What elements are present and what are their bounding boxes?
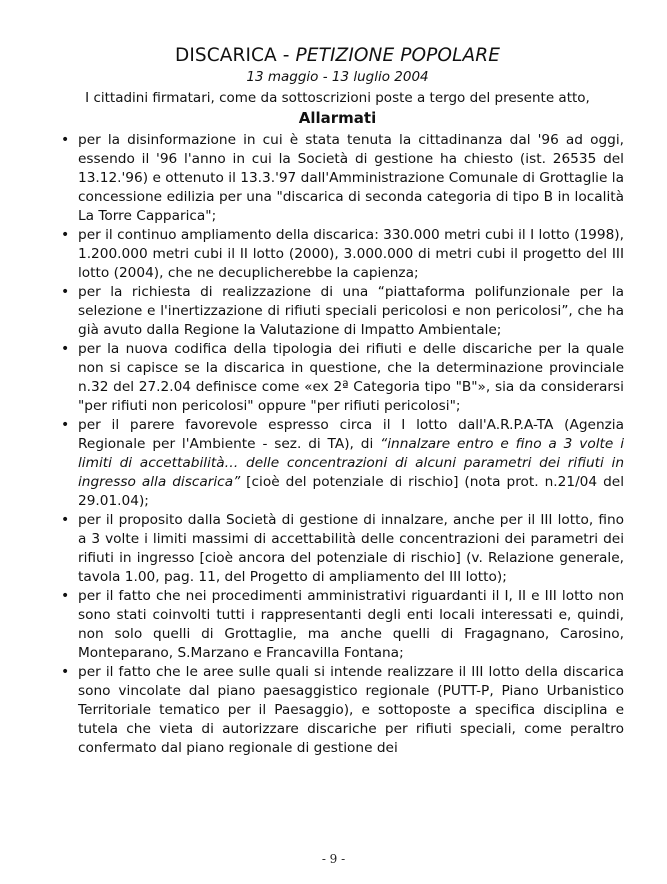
list-item [51, 226, 624, 283]
petition-dates: 13 maggio - 13 luglio 2004 [246, 69, 429, 85]
section-heading: Allarmati [298, 109, 377, 127]
list-item [51, 131, 624, 226]
title-italic: PETIZIONE POPOLARE [295, 45, 500, 66]
list-item-text: per la richiesta di realizzazione di una “piattaforma polifunzionale per la selezione e l'inertizzazione di rifiuti speciali pericolosi e non pericolosi”, che ha già avuto dalla Regione la Valutazione di Impatto Ambientale; [78, 284, 624, 338]
bullet-icon: • [61, 417, 70, 433]
list-item-quote: “innalzare entro e fino a 3 volte i limiti di accettabilità… delle concentrazioni di alcuni parametri dei rifiuti in ingresso alla discarica” [78, 436, 624, 490]
list-item [51, 283, 624, 340]
list-item [51, 511, 624, 587]
bullet-icon: • [61, 227, 70, 243]
document-title [51, 44, 624, 68]
title-main: DISCARICA - [175, 45, 296, 66]
bullet-icon: • [61, 664, 70, 680]
list-item-text: per il fatto che le aree sulle quali si intende realizzare il III lotto della discarica sono vincolate dal piano paesaggistico regionale (PUTT-P, Piano Urbanistico Territoriale tematico per il Paesaggio), e sottoposte a specifica disciplina e tutela che vieta di autorizzare discariche per rifiuti speciali, come peraltro confermato dal piano regionale di gestione dei [78, 664, 624, 756]
list-item [51, 340, 624, 416]
bullet-icon: • [61, 132, 70, 148]
list-item-text: per il parere favorevole espresso circa il I lotto dall'A.R.P.A-TA (Agenzia Regionale per l'Ambiente - sez. di TA), di [78, 417, 624, 452]
list-item [51, 587, 624, 663]
list-item [51, 416, 624, 511]
list-item-text: per il proposito dalla Società di gestione di innalzare, anche per il III lotto, fino a 3 volte i limiti massimi di accettabilità delle concentrazioni dei parametri dei rifiuti in ingresso [cioè ancora del potenziale di rischio] (v. Relazione generale, tavola 1.00, pag. 11, del Progetto di ampliamento del III lotto); [78, 512, 624, 585]
document-page [51, 44, 624, 758]
bullet-icon: • [61, 588, 70, 604]
bullet-icon: • [61, 512, 70, 528]
list-item [51, 663, 624, 758]
bullet-icon: • [61, 284, 70, 300]
list-item-text: per il continuo ampliamento della discarica: 330.000 metri cubi il I lotto (1998), 1.200.000 metri cubi il II lotto (2000), 3.000.000 di metri cubi il progetto del III lotto (2004), che ne decuplicherebbe la capienza; [78, 227, 624, 281]
list-item-text: [cioè del potenziale di rischio] (nota prot. n.21/04 del 29.01.04); [78, 474, 625, 509]
list-item-text: per la nuova codifica della tipologia dei rifiuti e delle discariche per la quale non si capisce se la discarica in questione, che la determinazione provinciale n.32 del 27.2.04 definisce come «ex 2ª Categoria tipo "B"», sia da considerarsi "per rifiuti non pericolosi" oppure "per rifiuti pericolosi"; [78, 341, 624, 414]
intro-paragraph: I cittadini firmatari, come da sottoscrizioni poste a tergo del presente atto, [85, 90, 590, 106]
bullet-icon: • [61, 341, 70, 357]
list-item-text: per la disinformazione in cui è stata tenuta la cittadinanza dal '96 ad oggi, essendo il '96 l'anno in cui la Società di gestione ha chiesto (ist. 26535 del 13.12.'96) e ottenuto il 13.3.'97 dall'Amministrazione Comunale di Grottaglie la concessione edilizia per una "discarica di seconda categoria di tipo B in località La Torre Capparica"; [78, 132, 624, 224]
page-number: - 9 - [321, 852, 346, 866]
bullet-list [51, 131, 624, 758]
list-item-text: per il fatto che nei procedimenti amministrativi riguardanti il I, II e III lotto non sono stati coinvolti tutti i rappresentanti degli enti locali interessati e, quindi, non solo quelli di Grottaglie, ma anche quelli di Fragagnano, Carosino, Monteparano, S.Marzano e Francavilla Fontana; [78, 588, 624, 661]
